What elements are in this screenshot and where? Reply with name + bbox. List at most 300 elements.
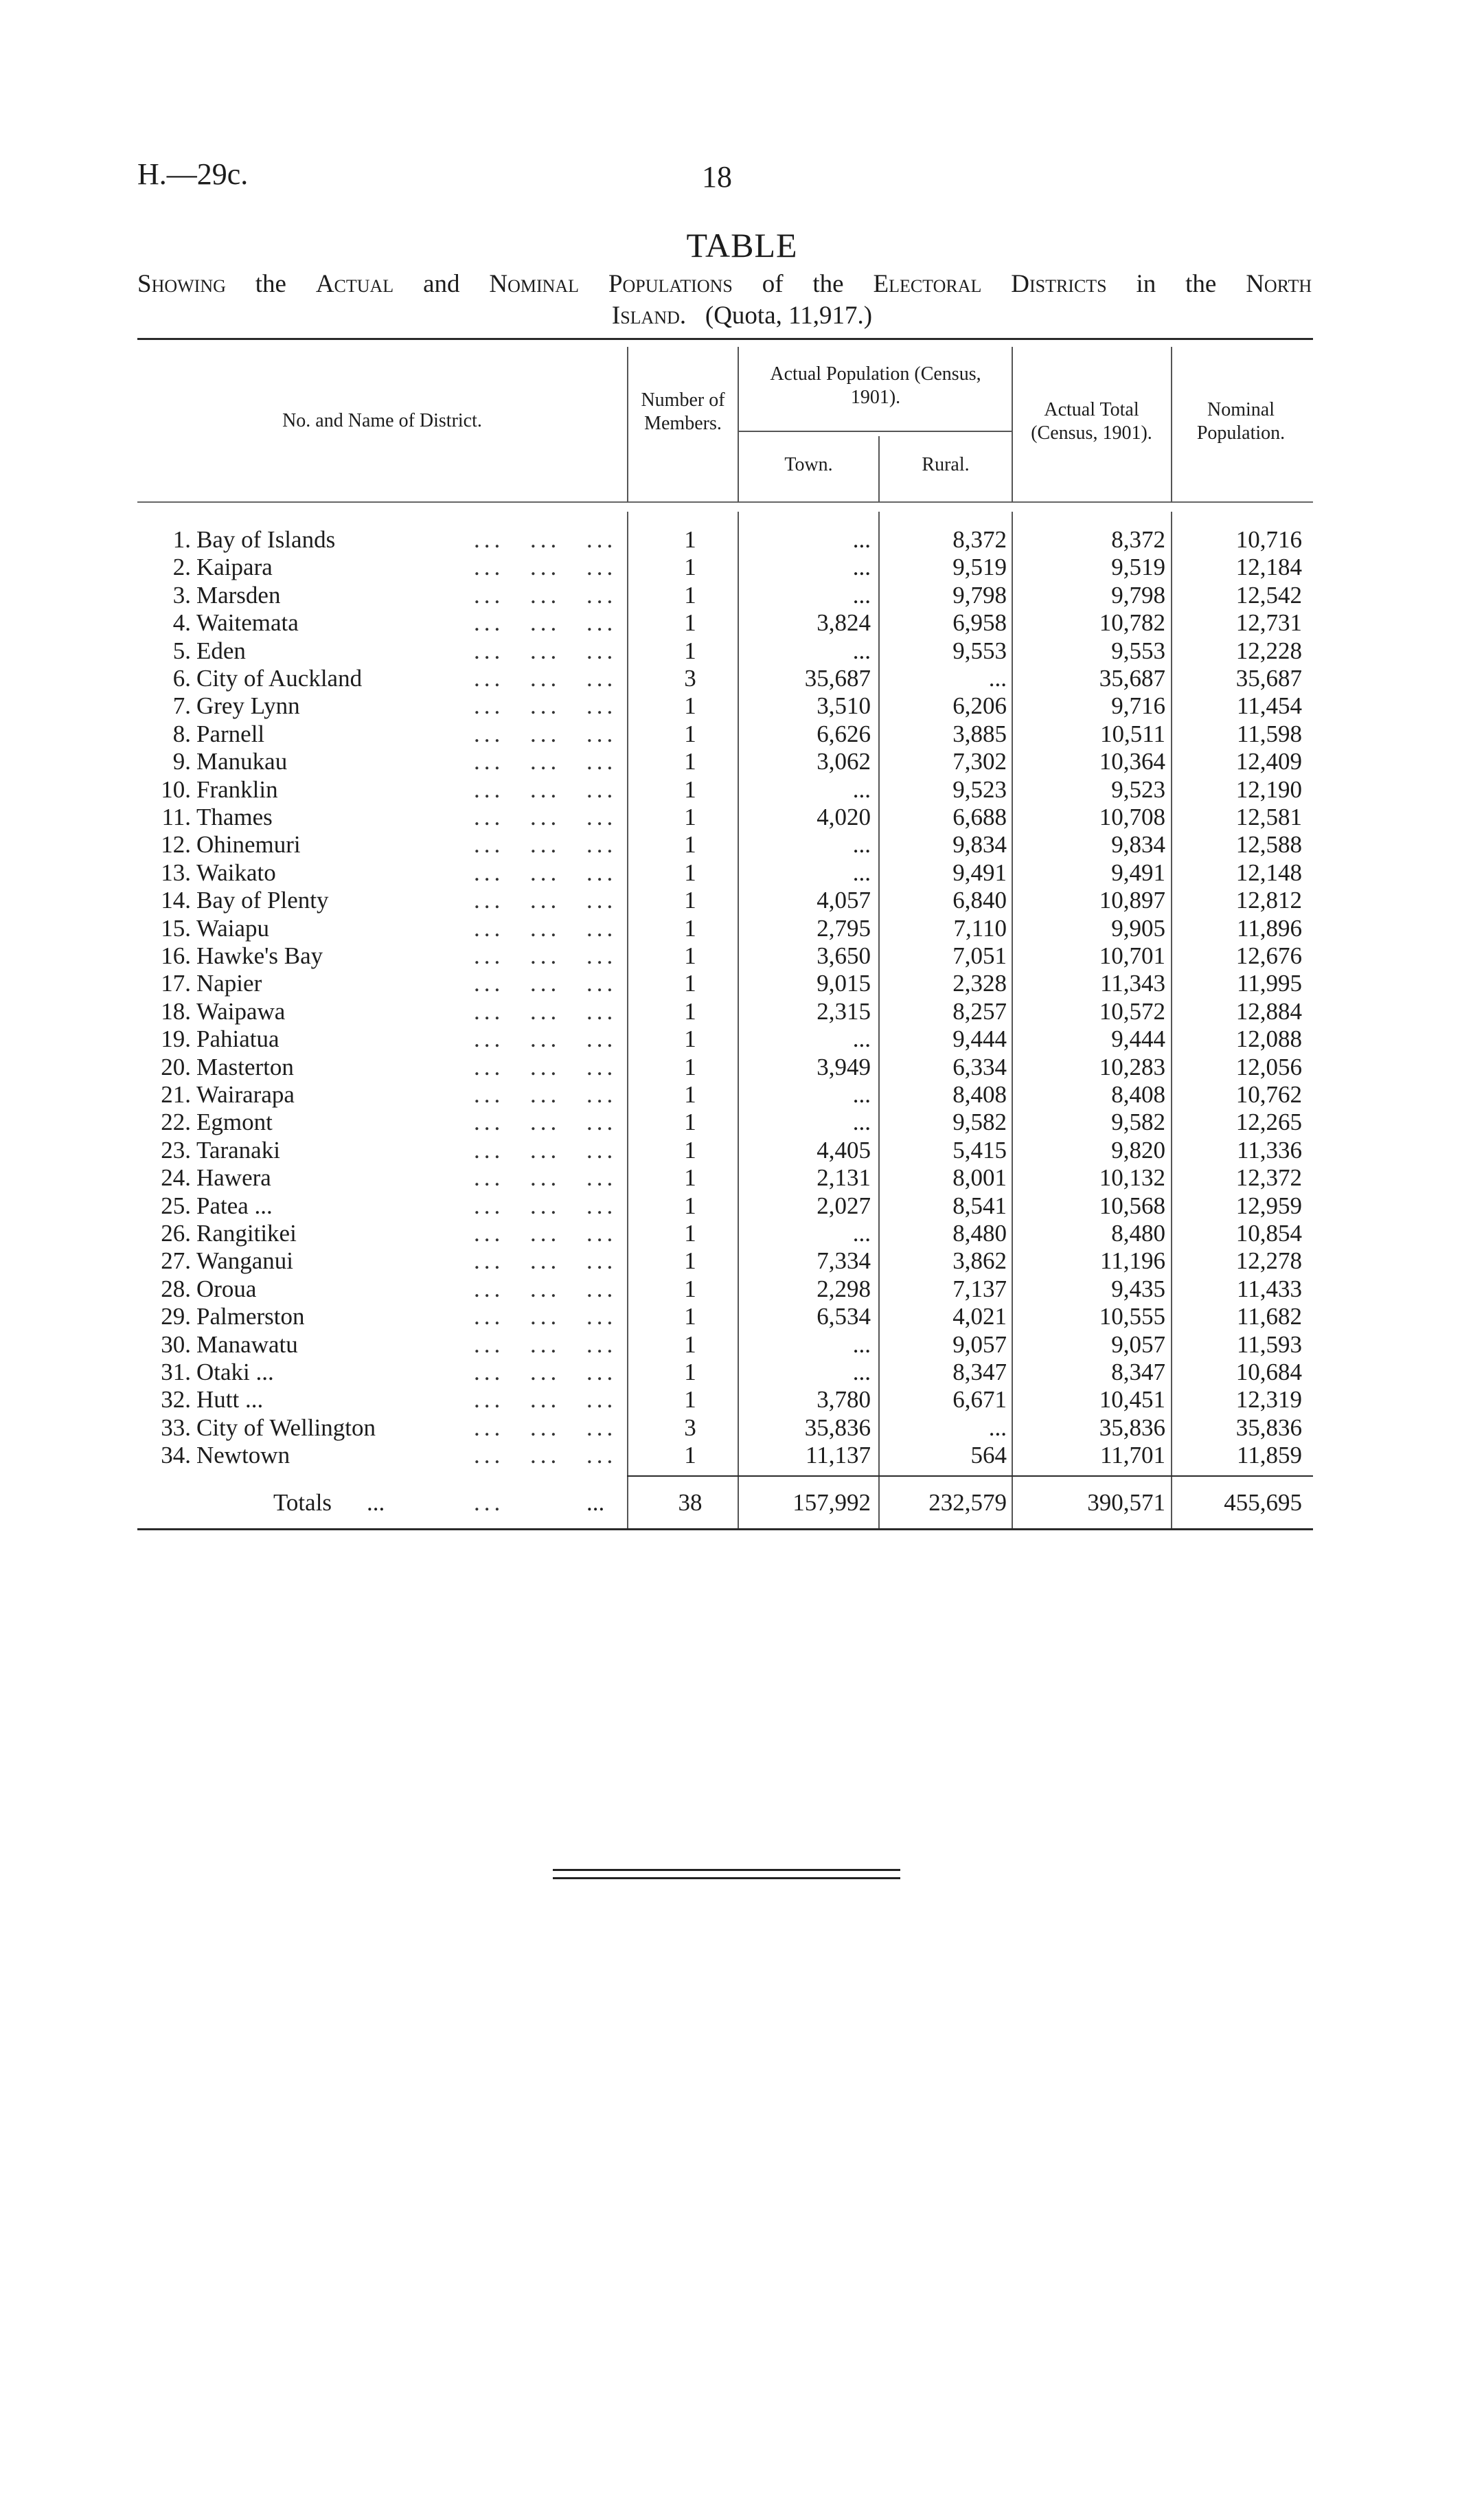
table-row — [0, 1331, 1484, 1359]
leader-dots-2: ... — [530, 1025, 561, 1053]
rural-cell: 9,057 — [952, 1330, 1007, 1358]
district-number: 3. — [172, 581, 191, 609]
leader-dots-1: ... — [474, 914, 505, 942]
totals-nominal: 455,695 — [1224, 1489, 1302, 1516]
rural-cell: 8,001 — [952, 1164, 1007, 1192]
district-name: Wairarapa — [196, 1081, 295, 1108]
leader-dots-2: ... — [530, 1442, 561, 1469]
leader-dots-1: ... — [474, 804, 505, 830]
leader-dots-1: ... — [474, 1136, 505, 1164]
town-cell: 11,137 — [806, 1442, 871, 1469]
leader-dots-2: ... — [530, 1386, 561, 1414]
nominal-cell: 35,687 — [1235, 665, 1302, 692]
actual-total-cell: 10,511 — [1100, 720, 1165, 747]
rural-cell: 8,480 — [952, 1220, 1007, 1247]
town-cell: 35,836 — [804, 1414, 871, 1441]
nominal-cell: 10,854 — [1235, 1220, 1302, 1247]
leader-dots-3: ... — [586, 581, 617, 609]
district-name: Parnell — [196, 720, 265, 747]
leader-dots-2: ... — [530, 637, 561, 664]
town-cell: 2,315 — [817, 997, 871, 1025]
leader-dots-3: ... — [586, 1275, 617, 1302]
table-row — [0, 859, 1484, 887]
rural-cell: ... — [988, 665, 1007, 692]
table-row — [0, 804, 1484, 831]
rural-cell: 2,328 — [952, 970, 1007, 997]
district-number: 20. — [161, 1053, 191, 1080]
leader-dots-1: ... — [474, 1275, 505, 1302]
district-number: 23. — [161, 1136, 191, 1164]
town-cell: 4,057 — [817, 887, 871, 914]
district-name: Waikato — [196, 859, 276, 886]
page-code: H.—29c. — [137, 157, 249, 191]
leader-dots-1: ... — [474, 942, 505, 969]
members-cell: 1 — [684, 997, 696, 1025]
members-cell: 1 — [684, 887, 696, 914]
actual-total-cell: 9,905 — [1111, 914, 1165, 942]
leader-dots-1: ... — [474, 1442, 505, 1469]
nominal-cell: 12,542 — [1235, 581, 1302, 609]
table-row — [0, 1192, 1484, 1220]
leader-dots-3: ... — [586, 831, 617, 859]
district-name: Hawera — [196, 1164, 271, 1192]
leader-dots-3: ... — [586, 1247, 617, 1275]
nominal-cell: 12,319 — [1235, 1386, 1302, 1414]
actual-total-cell: 9,057 — [1111, 1330, 1165, 1358]
leader-dots-1: ... — [474, 1330, 505, 1358]
table-row — [0, 1275, 1484, 1303]
actual-total-cell: 10,451 — [1099, 1386, 1165, 1414]
district-number: 29. — [161, 1303, 191, 1330]
nominal-cell: 12,184 — [1235, 554, 1302, 581]
nominal-cell: 12,812 — [1235, 887, 1302, 914]
district-number: 15. — [161, 914, 191, 942]
members-cell: 1 — [684, 526, 696, 553]
leader-dots-2: ... — [530, 1192, 561, 1219]
district-name: Bay of Islands — [196, 526, 336, 553]
leader-dots-1: ... — [474, 1081, 505, 1108]
table-bottom-rule — [137, 1528, 1313, 1530]
district-name: Thames — [196, 804, 273, 830]
leader-dots-2: ... — [530, 997, 561, 1025]
table-row — [0, 1359, 1484, 1386]
table-row — [0, 1442, 1484, 1469]
nominal-cell: 35,836 — [1235, 1414, 1302, 1441]
leader-dots-2: ... — [530, 665, 561, 692]
district-name: Waiapu — [196, 914, 270, 942]
totals-rural: 232,579 — [928, 1489, 1007, 1516]
rural-cell: 9,519 — [952, 554, 1007, 581]
rural-cell: 3,862 — [952, 1247, 1007, 1275]
town-cell: ... — [852, 526, 871, 553]
table-row — [0, 1220, 1484, 1247]
leader-dots-3: ... — [586, 637, 617, 664]
actual-total-cell: 10,897 — [1099, 887, 1165, 914]
leader-dots-2: ... — [530, 692, 561, 720]
nominal-cell: 10,762 — [1235, 1081, 1302, 1108]
nominal-cell: 11,433 — [1237, 1275, 1302, 1302]
district-number: 8. — [172, 720, 191, 747]
leader-dots-1: ... — [474, 997, 505, 1025]
leader-dots-2: ... — [530, 914, 561, 942]
district-name: Manukau — [196, 748, 288, 775]
table-row — [0, 1414, 1484, 1442]
table-row — [0, 1137, 1484, 1164]
leader-dots-3: ... — [586, 554, 617, 581]
town-cell: 3,650 — [817, 942, 871, 969]
col-header-rural: Rural. — [922, 454, 970, 475]
totals-leader-1: ... — [367, 1489, 385, 1516]
district-name: Hutt ... — [196, 1386, 264, 1414]
district-name: Waipawa — [196, 997, 286, 1025]
town-cell: 4,405 — [817, 1136, 871, 1164]
table-row — [0, 998, 1484, 1025]
district-number: 30. — [161, 1330, 191, 1358]
town-cell: ... — [852, 1025, 871, 1053]
nominal-cell: 12,056 — [1235, 1053, 1302, 1080]
town-cell: 3,062 — [817, 748, 871, 775]
district-number: 14. — [161, 887, 191, 914]
actual-total-cell: 11,701 — [1100, 1442, 1165, 1469]
actual-total-cell: 9,435 — [1111, 1275, 1165, 1302]
rural-cell: 6,671 — [952, 1386, 1007, 1414]
rural-cell: 6,958 — [952, 609, 1007, 637]
leader-dots-2: ... — [530, 748, 561, 775]
table-row — [0, 1303, 1484, 1330]
leader-dots-2: ... — [530, 775, 561, 803]
col-header-actual-population: Actual Population (Census, 1901). — [770, 363, 981, 408]
table-row — [0, 1081, 1484, 1109]
actual-total-cell: 9,444 — [1111, 1025, 1165, 1053]
district-number: 1. — [172, 526, 191, 553]
district-number: 33. — [161, 1414, 191, 1441]
nominal-cell: 10,716 — [1235, 526, 1302, 553]
town-cell: ... — [852, 1109, 871, 1136]
town-cell: 6,626 — [817, 720, 871, 747]
leader-dots-2: ... — [530, 970, 561, 997]
members-cell: 1 — [684, 692, 696, 720]
table-row — [0, 748, 1484, 775]
district-name: Otaki ... — [196, 1359, 274, 1385]
leader-dots-2: ... — [530, 859, 561, 886]
district-name: Manawatu — [196, 1330, 298, 1358]
leader-dots-2: ... — [530, 1275, 561, 1302]
town-cell: 2,027 — [817, 1192, 871, 1219]
leader-dots-3: ... — [586, 609, 617, 637]
district-number: 25. — [161, 1192, 191, 1219]
district-name: Newtown — [196, 1442, 290, 1469]
members-cell: 1 — [684, 1386, 696, 1414]
table-row — [0, 831, 1484, 859]
leader-dots-3: ... — [586, 1386, 617, 1414]
actual-total-cell: 10,364 — [1099, 748, 1165, 775]
rural-cell: 9,553 — [952, 637, 1007, 664]
nominal-cell: 10,684 — [1235, 1359, 1302, 1385]
leader-dots-1: ... — [474, 1164, 505, 1192]
leader-dots-3: ... — [586, 775, 617, 803]
col-header-members: Number of Members. — [641, 389, 725, 434]
table-row — [0, 582, 1484, 609]
table-row — [0, 1164, 1484, 1192]
district-name: Waitemata — [196, 609, 299, 637]
leader-dots-3: ... — [586, 1414, 617, 1441]
rural-cell: 8,257 — [952, 997, 1007, 1025]
leader-dots-2: ... — [530, 1359, 561, 1385]
town-cell: 2,795 — [817, 914, 871, 942]
leader-dots-1: ... — [474, 1053, 505, 1080]
table-row — [0, 637, 1484, 665]
district-number: 18. — [161, 997, 191, 1025]
leader-dots-1: ... — [474, 665, 505, 692]
actual-total-cell: 9,820 — [1111, 1136, 1165, 1164]
leader-dots-2: ... — [530, 1414, 561, 1441]
leader-dots-1: ... — [474, 1109, 505, 1136]
leader-dots-3: ... — [586, 1109, 617, 1136]
leader-dots-2: ... — [530, 1081, 561, 1108]
table-row — [0, 1247, 1484, 1275]
leader-dots-2: ... — [530, 1247, 561, 1275]
rural-cell: 6,688 — [952, 804, 1007, 830]
nominal-cell: 11,598 — [1237, 720, 1302, 747]
leader-dots-3: ... — [586, 720, 617, 747]
rural-cell: 7,051 — [952, 942, 1007, 969]
members-cell: 1 — [684, 970, 696, 997]
actual-total-cell: 9,491 — [1111, 859, 1165, 886]
col-header-town: Town. — [784, 454, 833, 475]
actual-total-cell: 9,716 — [1111, 692, 1165, 720]
actual-total-cell: 11,343 — [1100, 970, 1165, 997]
table-row — [0, 1025, 1484, 1053]
nominal-cell: 12,372 — [1235, 1164, 1302, 1192]
leader-dots-3: ... — [586, 1330, 617, 1358]
town-cell: 4,020 — [817, 804, 871, 830]
members-cell: 3 — [684, 1414, 696, 1441]
leader-dots-3: ... — [586, 887, 617, 914]
town-cell: 3,780 — [817, 1386, 871, 1414]
rural-cell: 6,334 — [952, 1053, 1007, 1080]
town-cell: ... — [852, 581, 871, 609]
table-row — [0, 1109, 1484, 1136]
district-number: 4. — [172, 609, 191, 637]
members-cell: 1 — [684, 914, 696, 942]
members-cell: 1 — [684, 942, 696, 969]
district-number: 12. — [161, 831, 191, 859]
members-cell: 1 — [684, 1164, 696, 1192]
town-cell: 35,687 — [804, 665, 871, 692]
district-name: Oroua — [196, 1275, 257, 1302]
leader-dots-1: ... — [474, 554, 505, 581]
table-top-rule — [137, 338, 1313, 340]
rural-cell: 9,491 — [952, 859, 1007, 886]
actual-population-rule — [738, 431, 1012, 432]
district-number: 7. — [172, 692, 191, 720]
closing-rule-bottom — [553, 1877, 900, 1879]
nominal-cell: 11,593 — [1237, 1330, 1302, 1358]
town-cell: 3,949 — [817, 1053, 871, 1080]
actual-total-cell: 10,701 — [1099, 942, 1165, 969]
table-subtitle: Showing the Actual and Nominal Populations of the Electoral Districts in the North — [137, 270, 1312, 298]
district-name: Kaipara — [196, 554, 273, 581]
district-name: Masterton — [196, 1053, 294, 1080]
page-number: 18 — [702, 160, 732, 194]
members-cell: 1 — [684, 831, 696, 859]
leader-dots-1: ... — [474, 887, 505, 914]
district-name: Palmerston — [196, 1303, 305, 1330]
leader-dots-3: ... — [586, 748, 617, 775]
district-name: Hawke's Bay — [196, 942, 323, 969]
leader-dots-1: ... — [474, 1220, 505, 1247]
leader-dots-1: ... — [474, 775, 505, 803]
leader-dots-2: ... — [530, 804, 561, 830]
leader-dots-2: ... — [530, 831, 561, 859]
district-number: 31. — [161, 1359, 191, 1385]
town-cell: ... — [852, 1330, 871, 1358]
rural-cell: 7,110 — [953, 914, 1007, 942]
table-row — [0, 665, 1484, 692]
members-cell: 1 — [684, 1275, 696, 1302]
nominal-cell: 12,588 — [1235, 831, 1302, 859]
district-number: 24. — [161, 1164, 191, 1192]
leader-dots-2: ... — [530, 1136, 561, 1164]
leader-dots-1: ... — [474, 526, 505, 553]
leader-dots-1: ... — [474, 637, 505, 664]
district-number: 2. — [172, 554, 191, 581]
leader-dots-1: ... — [474, 1192, 505, 1219]
actual-total-cell: 9,798 — [1111, 581, 1165, 609]
table-row — [0, 887, 1484, 914]
leader-dots-2: ... — [530, 720, 561, 747]
leader-dots-2: ... — [530, 554, 561, 581]
table-row — [0, 609, 1484, 637]
town-cell: 9,015 — [817, 970, 871, 997]
totals-label: Totals — [273, 1489, 332, 1516]
leader-dots-3: ... — [586, 1164, 617, 1192]
rural-cell: 8,347 — [952, 1359, 1007, 1385]
leader-dots-2: ... — [530, 942, 561, 969]
table-row — [0, 554, 1484, 581]
nominal-cell: 11,859 — [1237, 1442, 1302, 1469]
district-name: Napier — [196, 970, 262, 997]
district-name: Grey Lynn — [196, 692, 300, 720]
leader-dots-1: ... — [474, 581, 505, 609]
actual-total-cell: 9,582 — [1111, 1109, 1165, 1136]
district-name: Taranaki — [196, 1136, 280, 1164]
totals-leader-3: ... — [586, 1489, 605, 1516]
members-cell: 1 — [684, 581, 696, 609]
leader-dots-2: ... — [530, 1109, 561, 1136]
leader-dots-3: ... — [586, 942, 617, 969]
leader-dots-2: ... — [530, 1164, 561, 1192]
town-cell: 7,334 — [817, 1247, 871, 1275]
actual-total-cell: 11,196 — [1100, 1247, 1165, 1275]
leader-dots-3: ... — [586, 970, 617, 997]
members-cell: 1 — [684, 859, 696, 886]
actual-total-cell: 9,834 — [1111, 831, 1165, 859]
rural-cell: 9,444 — [952, 1025, 1007, 1053]
district-number: 5. — [172, 637, 191, 664]
leader-dots-1: ... — [474, 1414, 505, 1441]
district-number: 21. — [161, 1081, 191, 1108]
leader-dots-1: ... — [474, 859, 505, 886]
col-sep-4 — [1012, 347, 1013, 502]
col-header-actual-total: Actual Total (Census, 1901). — [1031, 399, 1152, 444]
district-number: 26. — [161, 1220, 191, 1247]
nominal-cell: 11,454 — [1237, 692, 1302, 720]
town-cell: 2,298 — [817, 1275, 871, 1302]
district-number: 17. — [161, 970, 191, 997]
district-number: 11. — [161, 804, 191, 830]
nominal-cell: 12,581 — [1235, 804, 1302, 830]
leader-dots-3: ... — [586, 1220, 617, 1247]
rural-cell: 3,885 — [952, 720, 1007, 747]
leader-dots-3: ... — [586, 526, 617, 553]
leader-dots-1: ... — [474, 720, 505, 747]
district-name: Rangitikei — [196, 1220, 297, 1247]
col-header-nominal: Nominal Population. — [1196, 399, 1286, 444]
leader-dots-3: ... — [586, 692, 617, 720]
table-row — [0, 942, 1484, 970]
leader-dots-3: ... — [586, 914, 617, 942]
nominal-cell: 12,088 — [1235, 1025, 1302, 1053]
district-name: Marsden — [196, 581, 281, 609]
district-name: City of Wellington — [196, 1414, 376, 1441]
actual-total-cell: 35,687 — [1099, 665, 1165, 692]
members-cell: 1 — [684, 1025, 696, 1053]
totals-top-rule — [627, 1475, 1313, 1477]
district-number: 32. — [161, 1386, 191, 1414]
actual-total-cell: 10,568 — [1099, 1192, 1165, 1219]
actual-total-cell: 10,782 — [1099, 609, 1165, 637]
district-number: 13. — [161, 859, 191, 886]
actual-total-cell: 10,572 — [1099, 997, 1165, 1025]
district-name: Eden — [196, 637, 246, 664]
leader-dots-1: ... — [474, 1359, 505, 1385]
rural-cell: 4,021 — [952, 1303, 1007, 1330]
nominal-cell: 12,731 — [1235, 609, 1302, 637]
town-cell: ... — [852, 775, 871, 803]
actual-total-cell: 35,836 — [1099, 1414, 1165, 1441]
nominal-cell: 12,148 — [1235, 859, 1302, 886]
district-number: 16. — [161, 942, 191, 969]
rural-cell: 9,798 — [952, 581, 1007, 609]
nominal-cell: 12,676 — [1235, 942, 1302, 969]
members-cell: 1 — [684, 554, 696, 581]
district-number: 27. — [161, 1247, 191, 1275]
leader-dots-1: ... — [474, 1247, 505, 1275]
members-cell: 1 — [684, 1220, 696, 1247]
actual-total-cell: 8,408 — [1111, 1081, 1165, 1108]
nominal-cell: 12,228 — [1235, 637, 1302, 664]
table-row — [0, 692, 1484, 720]
leader-dots-1: ... — [474, 831, 505, 859]
table-row — [0, 526, 1484, 554]
leader-dots-2: ... — [530, 1053, 561, 1080]
nominal-cell: 11,896 — [1237, 914, 1302, 942]
members-cell: 1 — [684, 775, 696, 803]
members-cell: 3 — [684, 665, 696, 692]
nominal-cell: 12,409 — [1235, 748, 1302, 775]
col-header-district: No. and Name of District. — [282, 410, 482, 431]
table-title: TABLE — [686, 226, 798, 264]
actual-total-cell: 10,708 — [1099, 804, 1165, 830]
district-name: Franklin — [196, 775, 278, 803]
leader-dots-2: ... — [530, 1330, 561, 1358]
closing-rule-top — [553, 1869, 900, 1871]
rural-cell: 8,408 — [952, 1081, 1007, 1108]
totals-row — [0, 1489, 1484, 1517]
rural-cell: 564 — [970, 1442, 1007, 1469]
town-cell: ... — [852, 859, 871, 886]
